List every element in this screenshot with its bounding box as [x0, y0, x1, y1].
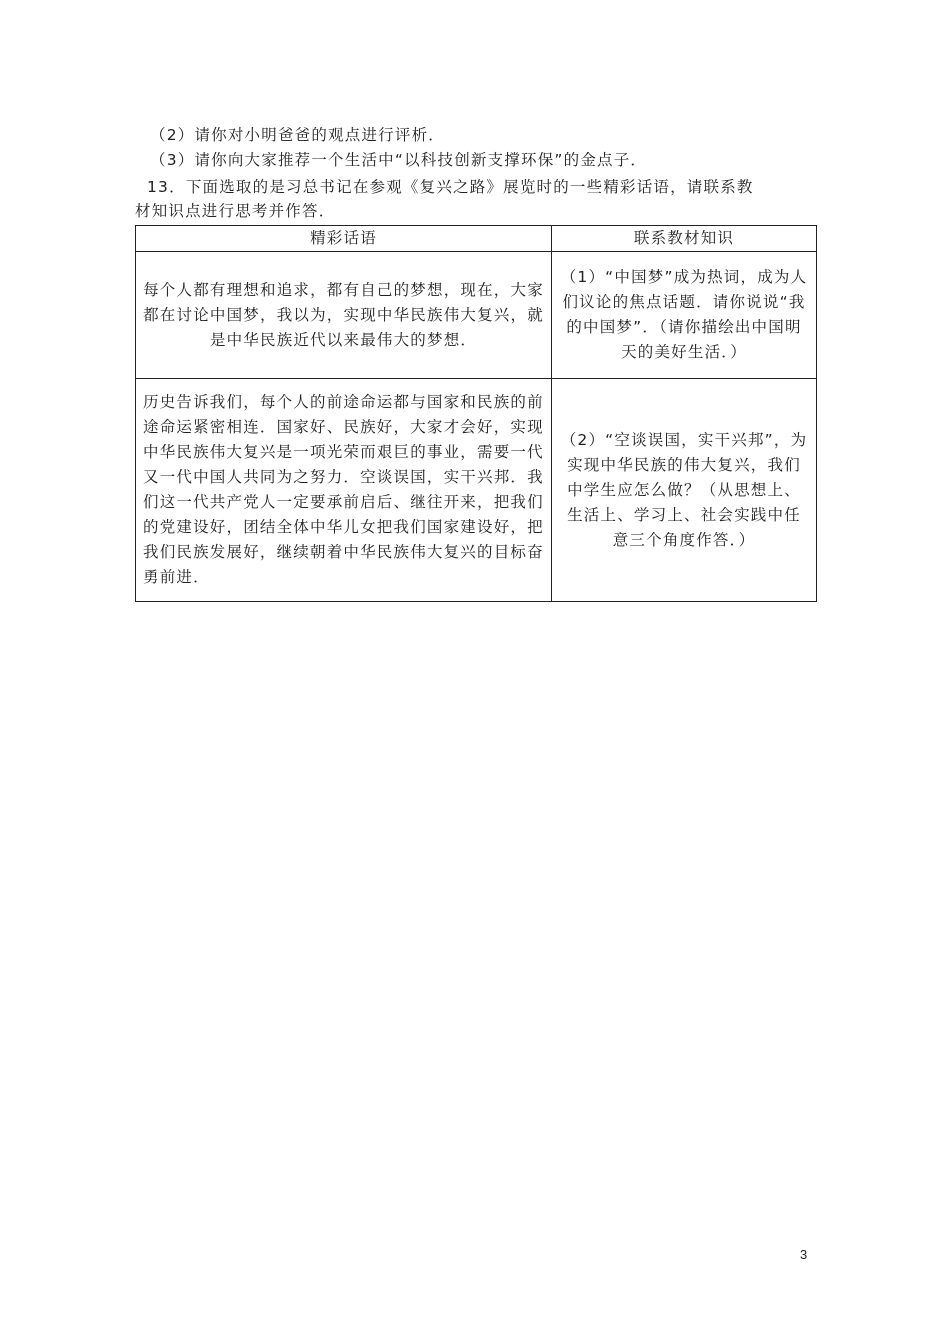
quotes-table: [135, 225, 817, 602]
quote-cell: 每个人都有理想和追求，都有自己的梦想，现在，大家都在讨论中国梦，我以为，实现中华民族伟大复兴，就是中华民族近代以来最伟大的梦想．: [136, 252, 552, 379]
quote-cell: 历史告诉我们，每个人的前途命运都与国家和民族的前途命运紧密相连．国家好、民族好，大家才会好，实现中华民族伟大复兴是一项光荣而艰巨的事业，需要一代又一代中国人共同为之努力．空谈误国，实干兴邦．我们这一代共产党人一定要承前启后、继往开来，把我们的党建设好，团结全体中华儿女把我们国家建设好，把我们民族发展好，继续朝着中华民族伟大复兴的目标奋勇前进．: [136, 379, 552, 602]
table-row: [136, 379, 817, 602]
header-quotes: 精彩话语: [136, 226, 552, 252]
table-row: [136, 252, 817, 379]
table-header-row: [136, 226, 817, 252]
question-13-prompt-line1: 13．下面选取的是习总书记在参观《复兴之路》展览时的一些精彩话语，请联系教: [147, 178, 754, 196]
question-12-part-3: （3）请你向大家推荐一个生活中“以科技创新支撑环保”的金点子．: [150, 151, 648, 169]
page-number: 3: [800, 1247, 808, 1262]
question-12-part-2: （2）请你对小明爸爸的观点进行评析．: [150, 126, 445, 144]
knowledge-cell: （2）“空谈误国，实干兴邦”，为实现中华民族的伟大复兴，我们中学生应怎么做？（从思想上、生活上、学习上、社会实践中任意三个角度作答．）: [552, 379, 817, 602]
knowledge-cell: （1）“中国梦”成为热词，成为人们议论的焦点话题．请你说说“我的中国梦”．（请你描绘出中国明天的美好生活．）: [552, 252, 817, 379]
header-knowledge: 联系教材知识: [552, 226, 817, 252]
question-13-prompt-line2: 材知识点进行思考并作答．: [135, 202, 336, 220]
